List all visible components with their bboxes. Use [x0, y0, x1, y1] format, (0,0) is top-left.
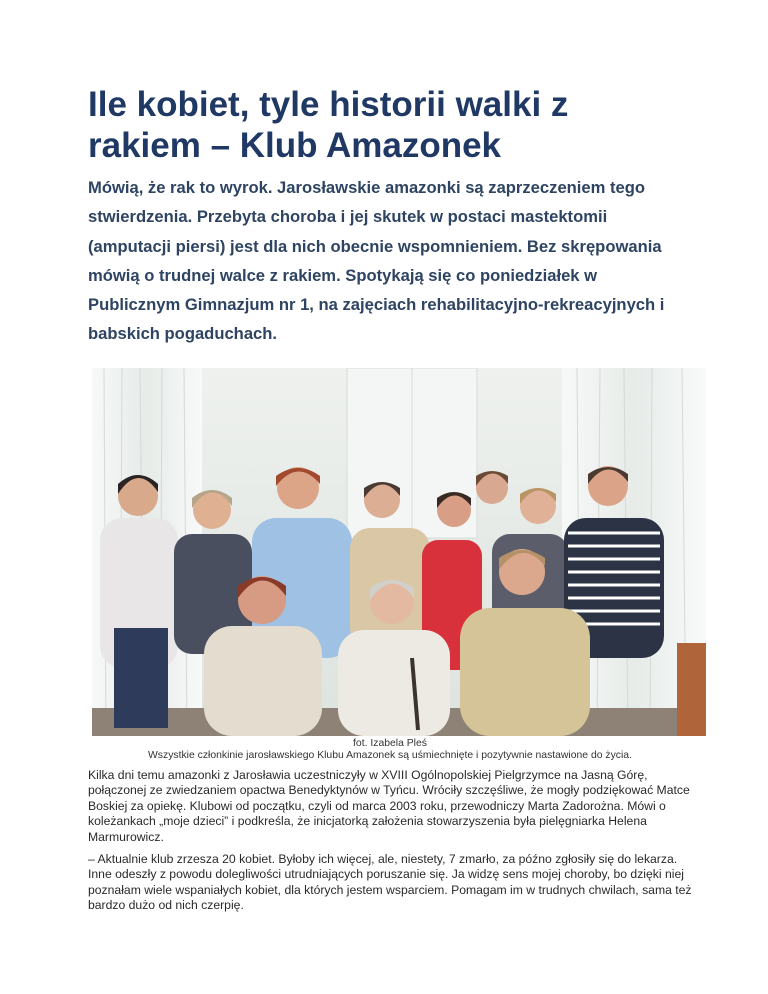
- article-lead: Mówią, że rak to wyrok. Jarosławskie amazonki są zaprzeczeniem tego stwierdzenia. Przebyta choroba i jej skutek w postaci mastektomii (amputacji piersi) jest dla nich obecnie wspomnieniem. Bez skrępowania mówią o trudnej walce z rakiem. Spotykają się co poniedziałek w Publicznym Gimnazjum nr 1, na zajęciach rehabilitacyjno-rekreacyjnych i babskich pogaduchach.: [88, 178, 665, 344]
- photo-caption: Wszystkie członkinie jarosławskiego Klubu Amazonek są uśmiechnięte i pozytywnie nastawione do życia.: [148, 750, 632, 761]
- body-paragraph: – Aktualnie klub zrzesza 20 kobiet. Byłoby ich więcej, ale, niestety, 7 zmarło, za późno zgłosiły się do lekarza. Inne odeszły z powodu dolegliwości utrudniających poruszanie się. Ja widzę sens mojej choroby, bo dzięki niej poznałam wiele wspaniałych kobiet, dla których jestem wsparciem. Pomagam im w trudnych chwilach, sama też bardzo dużo od nich czerpię.: [88, 852, 692, 913]
- photo-credit: fot. Izabela Pleś: [353, 738, 427, 749]
- photo-caption-block: [88, 738, 692, 762]
- body-paragraph: Kilka dni temu amazonki z Jarosławia uczestniczyły w XVIII Ogólnopolskiej Pielgrzymce na Jasną Górę, połączonej ze zwiedzaniem opactwa Benedyktynów w Tyńcu. Wróciły szczęśliwe, że mogły podziękować Matce Boskiej za opiekę. Klubowi od początku, czyli od marca 2003 roku, przewodniczy Marta Zadorożna. Mówi o koleżankach „moje dzieci” i podkreśla, że inicjatorką założenia stowarzyszenia była pielęgniarka Helena Marmurowicz.: [88, 768, 690, 844]
- article-title: Ile kobiet, tyle historii walki z rakiem – Klub Amazonek: [88, 85, 569, 165]
- group-photo: [92, 368, 706, 736]
